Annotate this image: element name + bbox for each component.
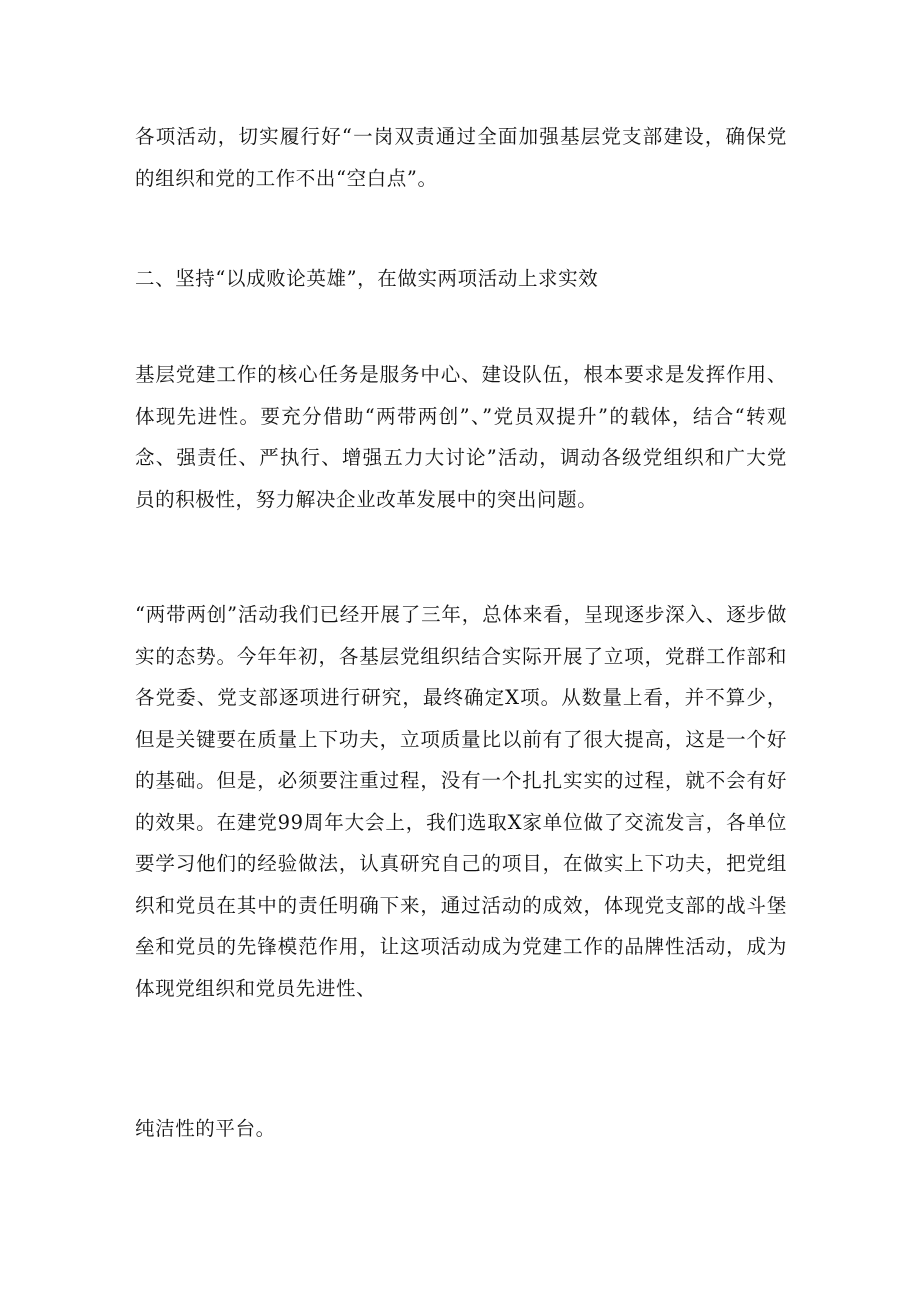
paragraph-1: 各项活动，切实履行好“一岗双责通过全面加强基层党支部建设，确保党的组织和党的工作不出“空白点”。 [135,125,787,190]
section-heading-2: 二、坚持“以成败论英雄”，在做实两项活动上求实效 [135,267,599,290]
paragraph-4: “两带两创”活动我们已经开展了三年，总体来看，呈现逐步深入、逐步做实的态势。今年年初，各基层党组织结合实际开展了立项，党群工作部和各党委、党支部逐项进行研究，最终确定X项。从数量上看，并不算少，但是关键要在质量上下功夫，立项质量比以前有了很大提高，这是一个好的基础。但是，必须要注重过程，没有一个扎扎实实的过程，就不会有好的效果。在建党99周年大会上，我们选取X家单位做了交流发言，各单位要学习他们的经验做法，认真研究自己的项目，在做实上下功夫，把党组织和党员在其中的责任明确下来，通过活动的成效，体现党支部的战斗堡垒和党员的先锋模范作用，让这项活动成为党建工作的品牌性活动，成为体现党组织和党员先进性、 [135,603,787,1000]
paragraph-5: 纯洁性的平台。 [135,1117,276,1140]
paragraph-3: 基层党建工作的核心任务是服务中心、建设队伍，根本要求是发挥作用、体现先进性。要充分借助“两带两创”、”党员双提升”的载体，结合“转观念、强责任、严执行、增强五力大讨论”活动，调动各级党组织和广大党员的积极性，努力解决企业改革发展中的突出问题。 [135,363,787,511]
